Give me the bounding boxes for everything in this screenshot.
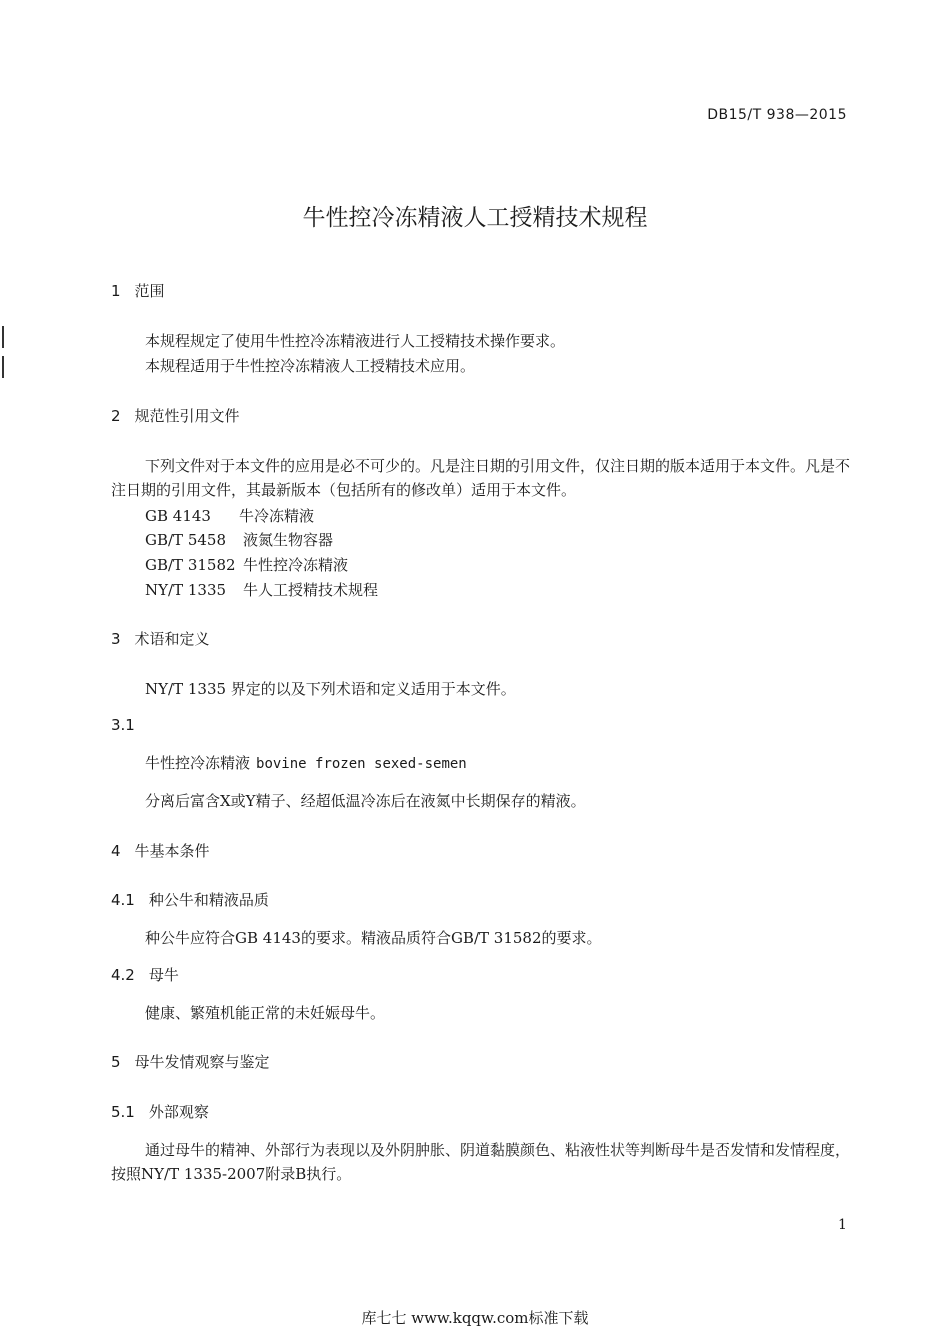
reference-code: NY/T 1335: [145, 581, 227, 599]
section-title: 规范性引用文件: [134, 407, 240, 425]
paragraph: 本规程适用于牛性控冷冻精液人工授精技术应用。: [145, 357, 476, 375]
subsection-3-1-number: 3.1: [111, 716, 135, 734]
section-number: 5: [111, 1053, 121, 1071]
term-entry: [145, 752, 467, 773]
subsection-4-2-heading: [111, 964, 179, 985]
paragraph: 下列文件对于本文件的应用是必不可少的。凡是注日期的引用文件，仅注日期的版本适用于本文件。凡是不注日期的引用文件，其最新版本（包括所有的修改单）适用于本文件。: [111, 457, 851, 499]
section-title: 外部观察: [148, 1103, 209, 1121]
reference-title: 牛人工授精技术规程: [243, 581, 379, 599]
reference-title: 牛冷冻精液: [239, 507, 315, 525]
section-4-heading: [111, 840, 210, 861]
reference-item: [145, 505, 314, 526]
section-title: 牛基本条件: [134, 842, 210, 860]
term-english: bovine frozen sexed-semen: [256, 756, 467, 772]
term-definition: 分离后富含X或Y精子、经超低温冷冻后在液氮中长期保存的精液。: [145, 792, 586, 810]
reference-item: [145, 554, 348, 575]
page-number: 1: [838, 1217, 847, 1233]
section-2-heading: [111, 405, 240, 426]
section-5-heading: [111, 1051, 270, 1072]
footer-watermark: 库七七 www.kqqw.com标准下载: [361, 1309, 589, 1327]
section-number: 5.1: [111, 1103, 135, 1121]
margin-mark: [2, 356, 4, 378]
standard-code: DB15/T 938—2015: [707, 107, 847, 123]
reference-code: GB/T 5458: [145, 531, 227, 549]
reference-code: GB/T 31582: [145, 556, 236, 574]
paragraph: 种公牛应符合GB 4143的要求。精液品质符合GB/T 31582的要求。: [145, 929, 602, 947]
paragraph: NY/T 1335 界定的以及下列术语和定义适用于本文件。: [145, 680, 516, 698]
section-title: 术语和定义: [134, 630, 210, 648]
section-title: 母牛: [148, 966, 179, 984]
paragraph: 健康、繁殖机能正常的未妊娠母牛。: [145, 1004, 386, 1022]
reference-title: 液氮生物容器: [243, 531, 334, 549]
reference-item: [145, 579, 378, 600]
section-title: 种公牛和精液品质: [148, 891, 269, 909]
section-title: 母牛发情观察与鉴定: [134, 1053, 270, 1071]
section-number: 4.2: [111, 966, 135, 984]
margin-mark: [2, 326, 4, 348]
section-3-heading: [111, 628, 210, 649]
document-title: 牛性控冷冻精液人工授精技术规程: [302, 205, 648, 231]
reference-title: 牛性控冷冻精液: [243, 556, 349, 574]
paragraph: 本规程规定了使用牛性控冷冻精液进行人工授精技术操作要求。: [145, 332, 566, 350]
section-number: 4.1: [111, 891, 135, 909]
section-number: 1: [111, 282, 121, 300]
reference-code: GB 4143: [145, 507, 211, 525]
subsection-5-1-heading: [111, 1101, 209, 1122]
section-title: 范围: [134, 282, 165, 300]
paragraph: 通过母牛的精神、外部行为表现以及外阴肿胀、阴道黏膜颜色、粘液性状等判断母牛是否发情和发情程度，按照NY/T 1335-2007附录B执行。: [111, 1141, 851, 1183]
reference-item: [145, 529, 333, 550]
section-number: 4: [111, 842, 121, 860]
section-number: 2: [111, 407, 121, 425]
section-number: 3: [111, 630, 121, 648]
term-chinese: 牛性控冷冻精液: [145, 754, 251, 772]
section-1-heading: [111, 280, 165, 301]
subsection-4-1-heading: [111, 889, 269, 910]
